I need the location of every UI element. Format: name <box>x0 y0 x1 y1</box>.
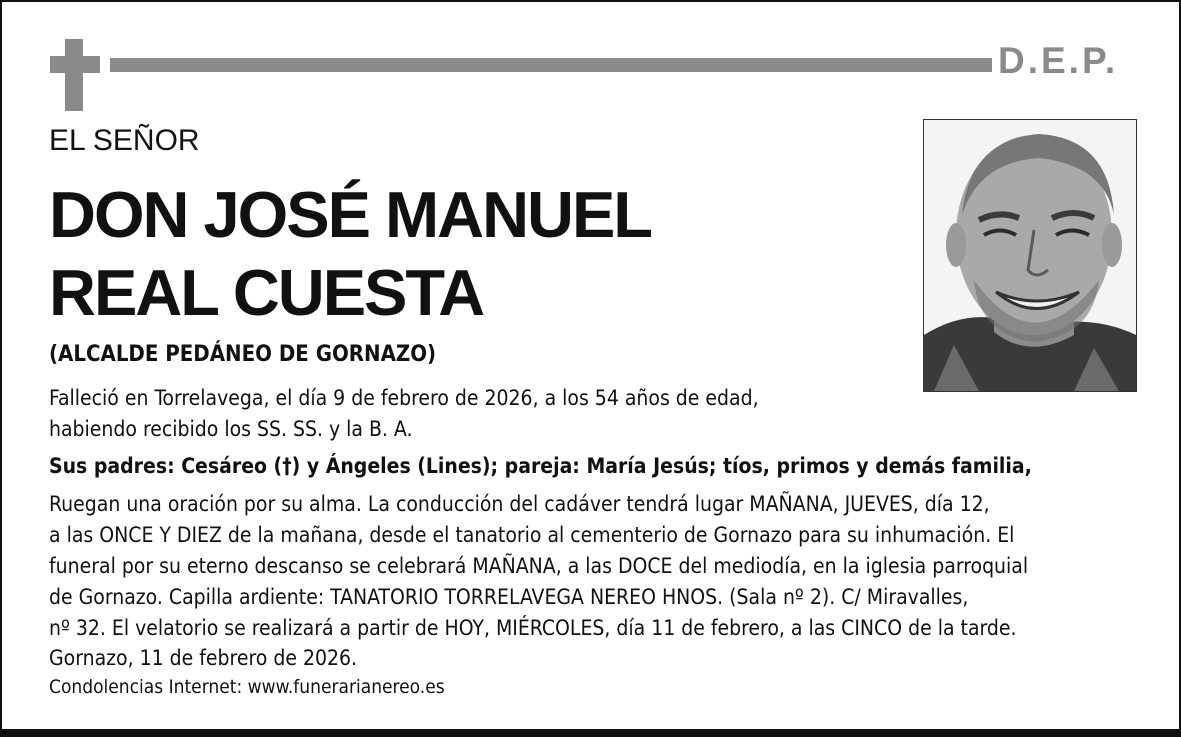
funeral-details <box>49 489 1028 644</box>
funeral-details-line: a las ONCE Y DIEZ de la mañana, desde el tanatorio al cementerio de Gornazo para su inhumación. El <box>49 523 1015 547</box>
death-details-line: habiendo recibido los SS. SS. y la B. A. <box>49 417 413 441</box>
place-date: Gornazo, 11 de febrero de 2026. <box>49 646 358 670</box>
title-label: EL SEÑOR <box>49 124 200 157</box>
funeral-details-line: nº 32. El velatorio se realizará a partir de HOY, MIÉRCOLES, día 11 de febrero, a las CINCO de la tarde. <box>49 616 1017 640</box>
family-line: Sus padres: Cesáreo (†) y Ángeles (Lines); pareja: María Jesús; tíos, primos y demás familia, <box>49 454 1032 478</box>
cross-icon-bar <box>50 56 100 73</box>
death-details-line: Falleció en Torrelavega, el día 9 de febrero de 2026, a los 54 años de edad, <box>49 386 759 410</box>
deceased-name-line1: DON JOSÉ MANUEL <box>49 178 652 251</box>
deceased-name-line2: REAL CUESTA <box>49 256 484 329</box>
deceased-role: (ALCALDE PEDÁNEO DE GORNAZO) <box>49 342 437 367</box>
funeral-details-line: funeral por su eterno descanso se celebrará MAÑANA, a las DOCE del mediodía, en la iglesia parroquial <box>49 554 1029 578</box>
funeral-details-line: Ruegan una oración por su alma. La conducción del cadáver tendrá lugar MAÑANA, JUEVES, día 12, <box>49 492 990 516</box>
condolences-link[interactable]: Condolencias Internet: www.funerarianereo.es <box>49 676 445 698</box>
dep-label: D.E.P. <box>998 40 1119 81</box>
cross-icon <box>65 39 83 111</box>
bottom-border <box>2 729 1179 737</box>
header-rule <box>110 58 992 72</box>
death-details <box>49 383 759 445</box>
funeral-details-line: de Gornazo. Capilla ardiente: TANATORIO TORRELAVEGA NEREO HNOS. (Sala nº 2). C/ Miravalles, <box>49 585 969 609</box>
portrait-photo <box>923 119 1137 392</box>
